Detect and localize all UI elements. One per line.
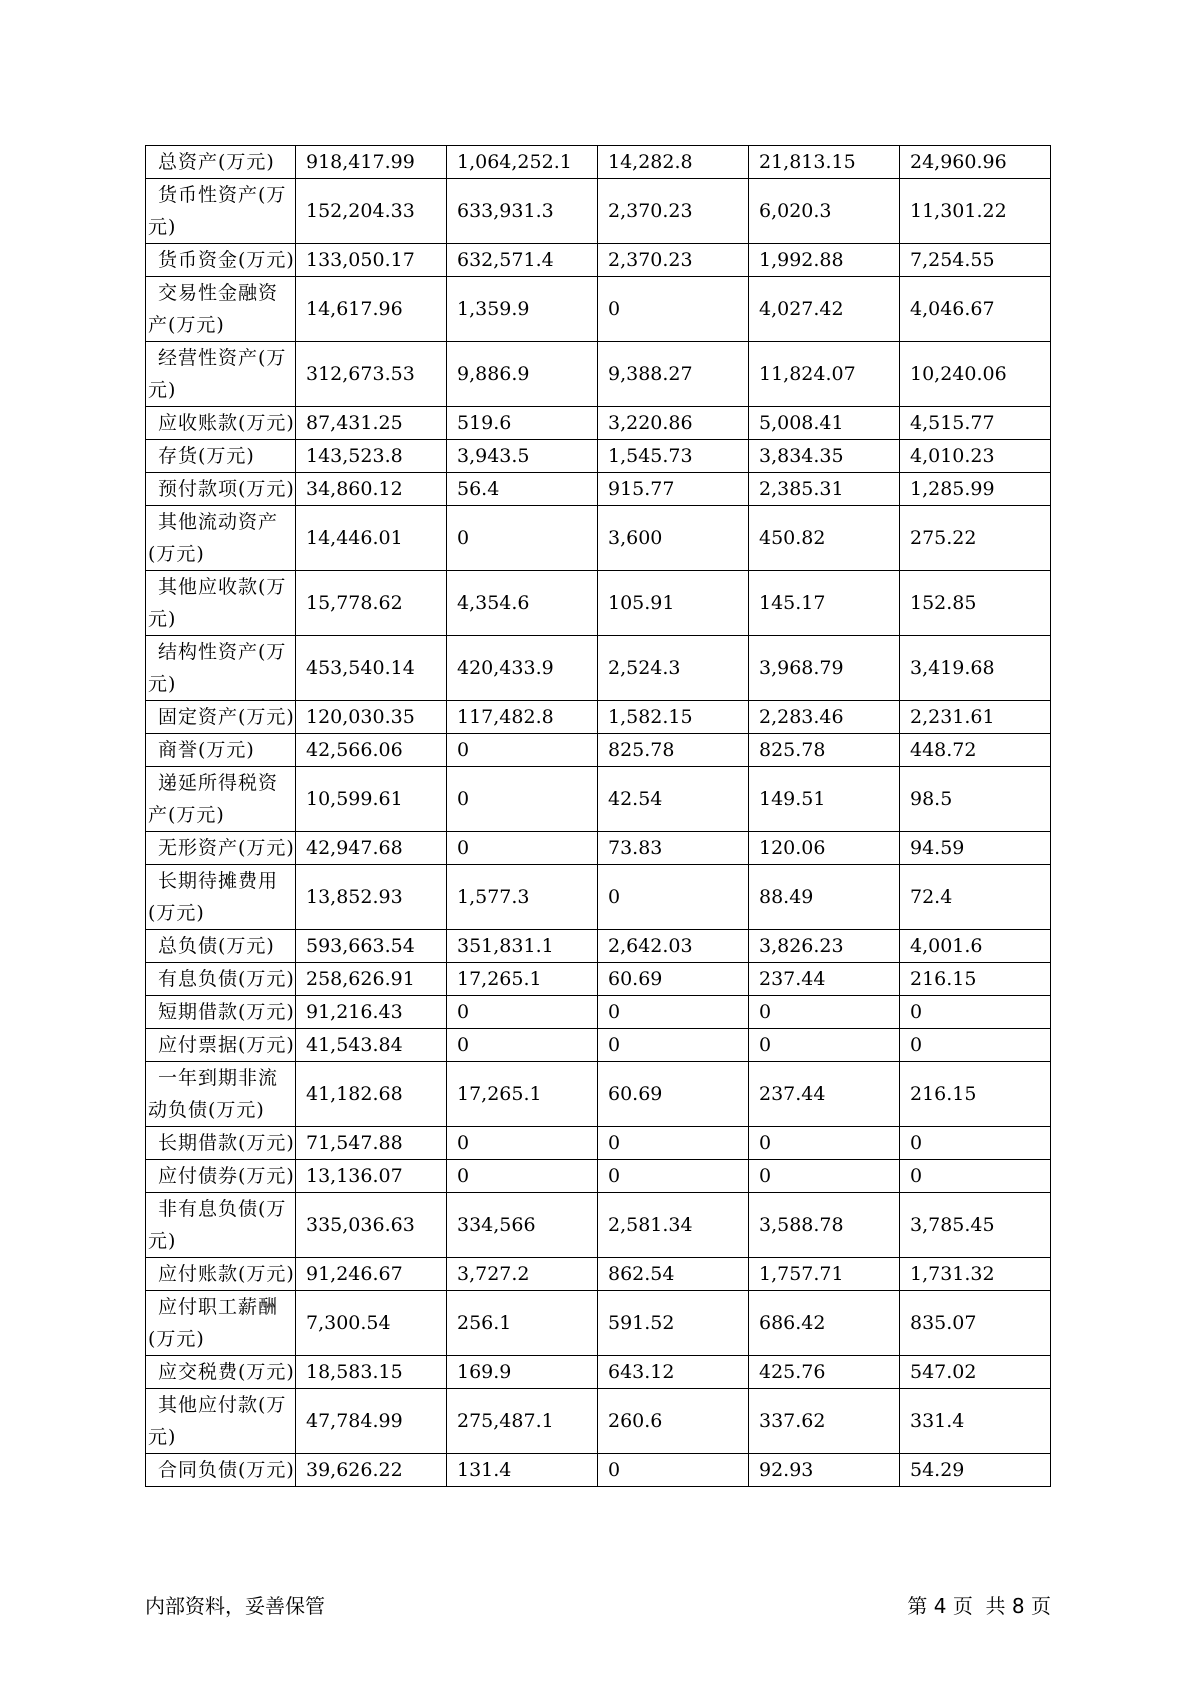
row-label: 一年到期非流动负债(万元) — [146, 1062, 296, 1127]
value-cell: 2,231.61 — [900, 701, 1051, 734]
table-row — [146, 1454, 1051, 1487]
value-cell: 105.91 — [598, 571, 749, 636]
value-cell: 0 — [447, 832, 598, 865]
value-cell: 337.62 — [749, 1389, 900, 1454]
value-cell: 42.54 — [598, 767, 749, 832]
financial-data-table — [145, 145, 1051, 1487]
value-cell: 237.44 — [749, 1062, 900, 1127]
table-row — [146, 277, 1051, 342]
total-prefix: 共 — [985, 1594, 1006, 1618]
value-cell: 17,265.1 — [447, 963, 598, 996]
table-row — [146, 963, 1051, 996]
value-cell: 56.4 — [447, 473, 598, 506]
value-cell: 3,968.79 — [749, 636, 900, 701]
value-cell: 47,784.99 — [296, 1389, 447, 1454]
table-row — [146, 146, 1051, 179]
value-cell: 4,515.77 — [900, 407, 1051, 440]
value-cell: 117,482.8 — [447, 701, 598, 734]
value-cell: 1,582.15 — [598, 701, 749, 734]
value-cell: 425.76 — [749, 1356, 900, 1389]
value-cell: 351,831.1 — [447, 930, 598, 963]
value-cell: 10,599.61 — [296, 767, 447, 832]
value-cell: 0 — [598, 277, 749, 342]
value-cell: 14,617.96 — [296, 277, 447, 342]
value-cell: 0 — [447, 1127, 598, 1160]
value-cell: 2,524.3 — [598, 636, 749, 701]
row-label: 其他流动资产(万元) — [146, 506, 296, 571]
table-row — [146, 636, 1051, 701]
value-cell: 3,943.5 — [447, 440, 598, 473]
table-row — [146, 506, 1051, 571]
value-cell: 0 — [749, 1160, 900, 1193]
row-label: 其他应收款(万元) — [146, 571, 296, 636]
value-cell: 0 — [447, 1029, 598, 1062]
value-cell: 256.1 — [447, 1291, 598, 1356]
table-row — [146, 767, 1051, 832]
value-cell: 120,030.35 — [296, 701, 447, 734]
row-label: 交易性金融资产(万元) — [146, 277, 296, 342]
row-label: 应付债券(万元) — [146, 1160, 296, 1193]
value-cell: 0 — [598, 1454, 749, 1487]
value-cell: 9,886.9 — [447, 342, 598, 407]
row-label: 应付账款(万元) — [146, 1258, 296, 1291]
value-cell: 0 — [900, 996, 1051, 1029]
value-cell: 216.15 — [900, 1062, 1051, 1127]
value-cell: 216.15 — [900, 963, 1051, 996]
table-row — [146, 571, 1051, 636]
value-cell: 1,359.9 — [447, 277, 598, 342]
table-row — [146, 865, 1051, 930]
value-cell: 41,543.84 — [296, 1029, 447, 1062]
value-cell: 14,282.8 — [598, 146, 749, 179]
value-cell: 3,834.35 — [749, 440, 900, 473]
value-cell: 13,136.07 — [296, 1160, 447, 1193]
value-cell: 632,571.4 — [447, 244, 598, 277]
value-cell: 1,064,252.1 — [447, 146, 598, 179]
value-cell: 275.22 — [900, 506, 1051, 571]
table-row — [146, 734, 1051, 767]
page-indicator — [907, 1590, 1051, 1619]
row-label: 短期借款(万元) — [146, 996, 296, 1029]
value-cell: 1,577.3 — [447, 865, 598, 930]
value-cell: 915.77 — [598, 473, 749, 506]
value-cell: 0 — [447, 767, 598, 832]
row-label: 应付票据(万元) — [146, 1029, 296, 1062]
table-row — [146, 1291, 1051, 1356]
row-label: 递延所得税资产(万元) — [146, 767, 296, 832]
row-label: 应交税费(万元) — [146, 1356, 296, 1389]
total-pages: 8 — [1011, 1594, 1025, 1618]
value-cell: 0 — [447, 996, 598, 1029]
value-cell: 633,931.3 — [447, 179, 598, 244]
row-label: 货币资金(万元) — [146, 244, 296, 277]
value-cell: 275,487.1 — [447, 1389, 598, 1454]
value-cell: 149.51 — [749, 767, 900, 832]
value-cell: 7,254.55 — [900, 244, 1051, 277]
value-cell: 91,216.43 — [296, 996, 447, 1029]
value-cell: 152,204.33 — [296, 179, 447, 244]
value-cell: 9,388.27 — [598, 342, 749, 407]
value-cell: 593,663.54 — [296, 930, 447, 963]
row-label: 总负债(万元) — [146, 930, 296, 963]
row-label: 结构性资产(万元) — [146, 636, 296, 701]
value-cell: 3,600 — [598, 506, 749, 571]
row-label: 有息负债(万元) — [146, 963, 296, 996]
value-cell: 42,566.06 — [296, 734, 447, 767]
value-cell: 237.44 — [749, 963, 900, 996]
value-cell: 2,385.31 — [749, 473, 900, 506]
value-cell: 54.29 — [900, 1454, 1051, 1487]
table-row — [146, 1127, 1051, 1160]
total-suffix: 页 — [1031, 1594, 1051, 1618]
table-row — [146, 1356, 1051, 1389]
row-label: 长期待摊费用(万元) — [146, 865, 296, 930]
value-cell: 60.69 — [598, 1062, 749, 1127]
value-cell: 120.06 — [749, 832, 900, 865]
value-cell: 519.6 — [447, 407, 598, 440]
value-cell: 258,626.91 — [296, 963, 447, 996]
value-cell: 1,992.88 — [749, 244, 900, 277]
value-cell: 4,027.42 — [749, 277, 900, 342]
value-cell: 0 — [900, 1029, 1051, 1062]
table-row — [146, 1029, 1051, 1062]
value-cell: 1,757.71 — [749, 1258, 900, 1291]
value-cell: 145.17 — [749, 571, 900, 636]
confidential-note: 内部资料，妥善保管 — [145, 1594, 325, 1618]
value-cell: 143,523.8 — [296, 440, 447, 473]
value-cell: 0 — [598, 865, 749, 930]
value-cell: 60.69 — [598, 963, 749, 996]
value-cell: 92.93 — [749, 1454, 900, 1487]
table-row — [146, 832, 1051, 865]
table-row — [146, 407, 1051, 440]
value-cell: 0 — [900, 1160, 1051, 1193]
table-row — [146, 930, 1051, 963]
page-number: 4 — [933, 1594, 947, 1618]
table-row — [146, 244, 1051, 277]
value-cell: 87,431.25 — [296, 407, 447, 440]
value-cell: 1,285.99 — [900, 473, 1051, 506]
value-cell: 260.6 — [598, 1389, 749, 1454]
value-cell: 591.52 — [598, 1291, 749, 1356]
value-cell: 3,220.86 — [598, 407, 749, 440]
value-cell: 72.4 — [900, 865, 1051, 930]
row-label: 无形资产(万元) — [146, 832, 296, 865]
value-cell: 918,417.99 — [296, 146, 447, 179]
row-label: 预付款项(万元) — [146, 473, 296, 506]
value-cell: 862.54 — [598, 1258, 749, 1291]
value-cell: 6,020.3 — [749, 179, 900, 244]
table-row — [146, 342, 1051, 407]
value-cell: 15,778.62 — [296, 571, 447, 636]
value-cell: 2,642.03 — [598, 930, 749, 963]
value-cell: 98.5 — [900, 767, 1051, 832]
page-suffix: 页 — [952, 1594, 973, 1618]
value-cell: 42,947.68 — [296, 832, 447, 865]
value-cell: 1,731.32 — [900, 1258, 1051, 1291]
value-cell: 94.59 — [900, 832, 1051, 865]
value-cell: 0 — [598, 1029, 749, 1062]
value-cell: 450.82 — [749, 506, 900, 571]
value-cell: 3,727.2 — [447, 1258, 598, 1291]
value-cell: 334,566 — [447, 1193, 598, 1258]
value-cell: 686.42 — [749, 1291, 900, 1356]
value-cell: 169.9 — [447, 1356, 598, 1389]
row-label: 合同负债(万元) — [146, 1454, 296, 1487]
value-cell: 0 — [447, 1160, 598, 1193]
value-cell: 14,446.01 — [296, 506, 447, 571]
value-cell: 4,354.6 — [447, 571, 598, 636]
value-cell: 835.07 — [900, 1291, 1051, 1356]
value-cell: 7,300.54 — [296, 1291, 447, 1356]
value-cell: 133,050.17 — [296, 244, 447, 277]
value-cell: 3,826.23 — [749, 930, 900, 963]
table-row — [146, 473, 1051, 506]
value-cell: 2,370.23 — [598, 179, 749, 244]
row-label: 长期借款(万元) — [146, 1127, 296, 1160]
value-cell: 17,265.1 — [447, 1062, 598, 1127]
value-cell: 11,824.07 — [749, 342, 900, 407]
value-cell: 18,583.15 — [296, 1356, 447, 1389]
row-label: 存货(万元) — [146, 440, 296, 473]
value-cell: 3,785.45 — [900, 1193, 1051, 1258]
value-cell: 2,370.23 — [598, 244, 749, 277]
table-row — [146, 1160, 1051, 1193]
value-cell: 3,419.68 — [900, 636, 1051, 701]
value-cell: 13,852.93 — [296, 865, 447, 930]
row-label: 商誉(万元) — [146, 734, 296, 767]
value-cell: 331.4 — [900, 1389, 1051, 1454]
value-cell: 1,545.73 — [598, 440, 749, 473]
value-cell: 10,240.06 — [900, 342, 1051, 407]
value-cell: 2,283.46 — [749, 701, 900, 734]
row-label: 其他应付款(万元) — [146, 1389, 296, 1454]
value-cell: 11,301.22 — [900, 179, 1051, 244]
value-cell: 5,008.41 — [749, 407, 900, 440]
value-cell: 3,588.78 — [749, 1193, 900, 1258]
value-cell: 91,246.67 — [296, 1258, 447, 1291]
value-cell: 0 — [749, 996, 900, 1029]
value-cell: 0 — [749, 1127, 900, 1160]
table-row — [146, 1258, 1051, 1291]
value-cell: 71,547.88 — [296, 1127, 447, 1160]
page-prefix: 第 — [907, 1594, 928, 1618]
value-cell: 448.72 — [900, 734, 1051, 767]
row-label: 经营性资产(万元) — [146, 342, 296, 407]
value-cell: 39,626.22 — [296, 1454, 447, 1487]
value-cell: 88.49 — [749, 865, 900, 930]
value-cell: 643.12 — [598, 1356, 749, 1389]
table-body — [146, 146, 1051, 1487]
value-cell: 4,010.23 — [900, 440, 1051, 473]
value-cell: 73.83 — [598, 832, 749, 865]
value-cell: 2,581.34 — [598, 1193, 749, 1258]
value-cell: 24,960.96 — [900, 146, 1051, 179]
table-row — [146, 179, 1051, 244]
row-label: 货币性资产(万元) — [146, 179, 296, 244]
value-cell: 312,673.53 — [296, 342, 447, 407]
value-cell: 453,540.14 — [296, 636, 447, 701]
value-cell: 825.78 — [598, 734, 749, 767]
value-cell: 4,001.6 — [900, 930, 1051, 963]
value-cell: 0 — [900, 1127, 1051, 1160]
value-cell: 0 — [598, 1127, 749, 1160]
value-cell: 0 — [447, 506, 598, 571]
value-cell: 825.78 — [749, 734, 900, 767]
value-cell: 152.85 — [900, 571, 1051, 636]
value-cell: 420,433.9 — [447, 636, 598, 701]
value-cell: 131.4 — [447, 1454, 598, 1487]
table-row — [146, 440, 1051, 473]
table-row — [146, 996, 1051, 1029]
value-cell: 0 — [598, 1160, 749, 1193]
row-label: 应收账款(万元) — [146, 407, 296, 440]
value-cell: 335,036.63 — [296, 1193, 447, 1258]
table-row — [146, 1193, 1051, 1258]
value-cell: 0 — [749, 1029, 900, 1062]
value-cell: 21,813.15 — [749, 146, 900, 179]
value-cell: 547.02 — [900, 1356, 1051, 1389]
row-label: 总资产(万元) — [146, 146, 296, 179]
value-cell: 0 — [447, 734, 598, 767]
table-row — [146, 1062, 1051, 1127]
value-cell: 0 — [598, 996, 749, 1029]
table-row — [146, 701, 1051, 734]
row-label: 非有息负债(万元) — [146, 1193, 296, 1258]
row-label: 应付职工薪酬(万元) — [146, 1291, 296, 1356]
value-cell: 34,860.12 — [296, 473, 447, 506]
table-row — [146, 1389, 1051, 1454]
row-label: 固定资产(万元) — [146, 701, 296, 734]
value-cell: 4,046.67 — [900, 277, 1051, 342]
value-cell: 41,182.68 — [296, 1062, 447, 1127]
